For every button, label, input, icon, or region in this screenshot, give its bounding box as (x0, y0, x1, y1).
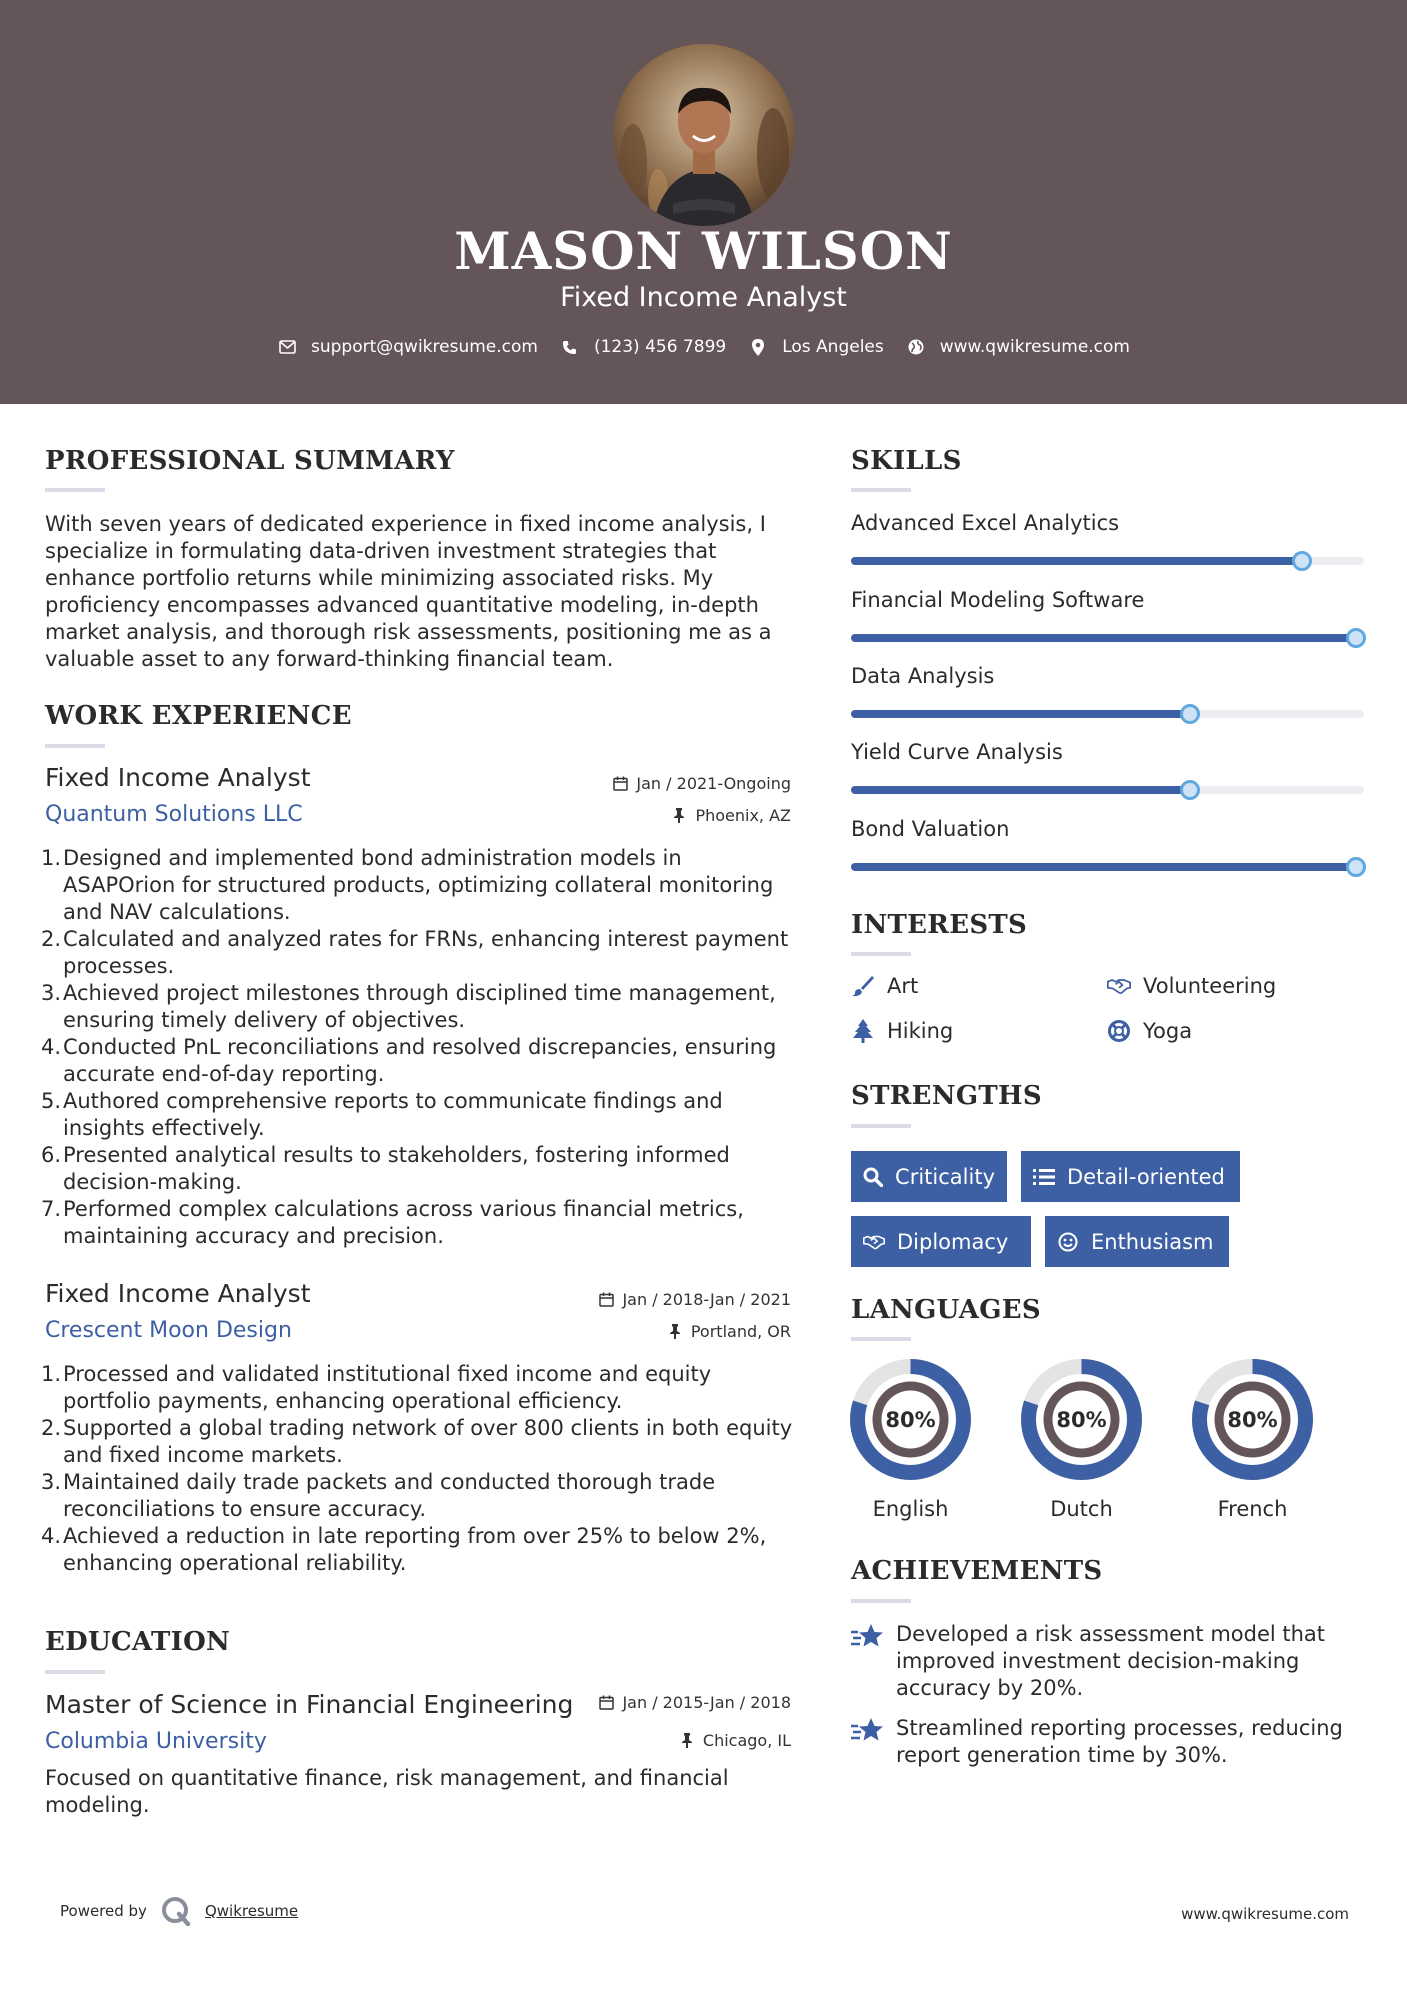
skill-level-knob (1346, 857, 1366, 877)
calendar-icon (598, 1292, 614, 1308)
tree-icon (851, 1019, 875, 1043)
education-heading-underline (45, 1670, 105, 1674)
job-duties (41, 845, 805, 1250)
contact-location-text: Los Angeles (782, 337, 884, 357)
summary-text (45, 511, 772, 673)
contact-location (748, 337, 884, 357)
job-location (667, 1322, 791, 1341)
language-item (1191, 1358, 1314, 1521)
qwikresume-link[interactable]: Qwikresume (204, 1902, 299, 1920)
star-icon (851, 1715, 885, 1745)
language-proficiency-ring (1191, 1358, 1314, 1481)
strength-badge: Enthusiasm (1045, 1216, 1229, 1267)
education-description: Focused on quantitative finance, risk management, and financial modeling. (45, 1766, 729, 1817)
interest-yoga: Yoga (1107, 1019, 1192, 1043)
experience-heading-underline (45, 744, 105, 748)
contact-bar (0, 337, 1407, 357)
list-item: 1. Processed and validated institutional fixed income and equity portfolio payments, enhancing operational efficiency. (41, 1362, 712, 1413)
interests-heading: INTERESTS (851, 910, 1028, 940)
interest-art: Art (851, 974, 918, 998)
contact-email-text: support@qwikresume.com (311, 337, 538, 357)
skill-level-bar (851, 634, 1364, 642)
summary-line: market analysis, and thorough risk assessments, positioning me as a (45, 620, 772, 644)
skill-level-bar (851, 557, 1364, 565)
footer-powered-by (60, 1896, 298, 1926)
candidate-name: MASON WILSON (454, 222, 953, 282)
job-location-text: Phoenix, AZ (695, 806, 791, 825)
strength-badge: Criticality (851, 1151, 1007, 1202)
smile-icon (1057, 1231, 1079, 1253)
achievement-item: Streamlined reporting processes, reducing report generation time by 30%. (851, 1715, 1343, 1769)
skill-level-bar (851, 863, 1364, 871)
language-proficiency-ring (849, 1358, 972, 1481)
job-title: Fixed Income Analyst (45, 1279, 311, 1308)
list-item: 2. Supported a global trading network of over 800 clients in both equity and fixed income markets. (41, 1416, 793, 1467)
strengths-heading-underline (851, 1124, 911, 1128)
skill-level-fill (851, 634, 1364, 642)
school-name: Columbia University (45, 1729, 267, 1754)
strength-badge: Detail-oriented (1021, 1151, 1240, 1202)
interest-volunteering: Volunteering (1107, 974, 1276, 998)
skill-label: Data Analysis (851, 664, 995, 688)
skill-level-fill (851, 557, 1302, 565)
job-location-text: Portland, OR (690, 1322, 791, 1341)
summary-line: With seven years of dedicated experience in fixed income analysis, I (45, 512, 766, 536)
education-dates (598, 1693, 791, 1712)
skill-label: Financial Modeling Software (851, 588, 1145, 612)
skill-label: Advanced Excel Analytics (851, 511, 1120, 535)
map-pin-icon (748, 337, 768, 357)
pin-icon (671, 808, 687, 824)
skill-level-knob (1346, 628, 1366, 648)
job-dates-text: Jan / 2021-Ongoing (636, 774, 791, 793)
job-location (671, 806, 791, 825)
powered-by-text: Powered by (60, 1902, 147, 1920)
pin-icon (667, 1324, 683, 1340)
phone-icon (560, 337, 580, 357)
profile-photo (613, 44, 795, 226)
job-duties (41, 1361, 815, 1577)
skill-level-knob (1180, 780, 1200, 800)
degree-title: Master of Science in Financial Engineering (45, 1690, 574, 1719)
achievements-heading: ACHIEVEMENTS (851, 1556, 1103, 1586)
skill-level-fill (851, 786, 1190, 794)
job-dates (612, 774, 791, 793)
education-heading: EDUCATION (45, 1627, 231, 1657)
lifebuoy-icon (1107, 1019, 1131, 1043)
calendar-icon (612, 776, 628, 792)
skill-level-knob (1292, 551, 1312, 571)
globe-icon (906, 337, 926, 357)
job-title: Fixed Income Analyst (45, 763, 311, 792)
job-company: Crescent Moon Design (45, 1318, 292, 1343)
language-item (849, 1358, 972, 1521)
list-item: 3. Maintained daily trade packets and conducted thorough trade reconciliations to ensure accuracy. (41, 1470, 716, 1521)
calendar-icon (598, 1695, 614, 1711)
job-company: Quantum Solutions LLC (45, 802, 303, 827)
achievement-item: Developed a risk assessment model that improved investment decision-making accuracy by 20%. (851, 1621, 1325, 1702)
footer-website[interactable]: www.qwikresume.com (1181, 1905, 1349, 1923)
summary-line: valuable asset to any forward-thinking financial team. (45, 647, 614, 671)
list-icon (1033, 1166, 1055, 1188)
skill-level-fill (851, 863, 1364, 871)
resume-header (0, 0, 1407, 404)
education-location (679, 1731, 791, 1750)
skill-level-knob (1180, 704, 1200, 724)
skill-label: Bond Valuation (851, 817, 1010, 841)
language-name: French (1217, 1497, 1288, 1521)
list-item: 5. Authored comprehensive reports to communicate findings and insights effectively. (41, 1089, 723, 1140)
handshake-icon (1107, 974, 1131, 998)
job-dates (598, 1290, 791, 1309)
job-dates-text: Jan / 2018-Jan / 2021 (622, 1290, 791, 1309)
skill-level-bar (851, 786, 1364, 794)
list-item: 2. Calculated and analyzed rates for FRNs, enhancing interest payment processes. (41, 927, 789, 978)
languages-heading: LANGUAGES (851, 1295, 1041, 1325)
interests-heading-underline (851, 952, 911, 956)
skills-heading-underline (851, 488, 911, 492)
list-item: 3. Achieved project milestones through disciplined time management, ensuring timely delivery of objectives. (41, 981, 776, 1032)
language-item (1020, 1358, 1143, 1521)
education-location-text: Chicago, IL (702, 1731, 791, 1750)
list-item: 4. Conducted PnL reconciliations and resolved discrepancies, ensuring accurate end-of-day reporting. (41, 1035, 777, 1086)
search-icon (863, 1166, 883, 1188)
summary-heading: PROFESSIONAL SUMMARY (45, 446, 455, 476)
list-item: 1. Designed and implemented bond administration models in ASAPOrion for structured products, optimizing collateral monitoring and NAV calculations. (41, 846, 774, 924)
pin-icon (679, 1733, 695, 1749)
list-item: 7. Performed complex calculations across various financial metrics, maintaining accuracy and precision. (41, 1197, 744, 1248)
star-icon (851, 1621, 885, 1651)
language-percent: 80% (1227, 1407, 1278, 1432)
envelope-icon (277, 337, 297, 357)
handshake-icon (863, 1231, 885, 1253)
language-name: Dutch (1050, 1497, 1113, 1521)
languages-heading-underline (851, 1337, 911, 1341)
summary-heading-underline (45, 488, 105, 492)
achievements-heading-underline (851, 1599, 911, 1603)
candidate-title: Fixed Income Analyst (560, 282, 847, 313)
strengths-heading: STRENGTHS (851, 1081, 1042, 1111)
skill-level-bar (851, 710, 1364, 718)
experience-heading: WORK EXPERIENCE (45, 701, 352, 731)
language-percent: 80% (1056, 1407, 1107, 1432)
paintbrush-icon (851, 974, 875, 998)
summary-line: enhance portfolio returns while minimizing associated risks. My (45, 566, 714, 590)
summary-line: proficiency encompasses advanced quantitative modeling, in-depth (45, 593, 759, 617)
qwikresume-logo-icon (161, 1896, 191, 1926)
contact-phone[interactable] (560, 337, 726, 357)
contact-website-text: www.qwikresume.com (939, 337, 1130, 357)
skills-heading: SKILLS (851, 446, 962, 476)
language-proficiency-ring (1020, 1358, 1143, 1481)
strength-badge: Diplomacy (851, 1216, 1031, 1267)
contact-email[interactable] (277, 337, 538, 357)
skill-label: Yield Curve Analysis (851, 740, 1063, 764)
contact-phone-text: (123) 456 7899 (593, 337, 727, 357)
contact-website[interactable] (906, 337, 1130, 357)
interest-hiking: Hiking (851, 1019, 953, 1043)
education-dates-text: Jan / 2015-Jan / 2018 (622, 1693, 791, 1712)
skill-level-fill (851, 710, 1190, 718)
language-name: English (872, 1497, 949, 1521)
language-percent: 80% (885, 1407, 936, 1432)
list-item: 4. Achieved a reduction in late reporting from over 25% to below 2%, enhancing operational reliability. (41, 1524, 767, 1575)
summary-line: specialize in formulating data-driven investment strategies that (45, 539, 717, 563)
list-item: 6. Presented analytical results to stakeholders, fostering informed decision-making. (41, 1143, 730, 1194)
